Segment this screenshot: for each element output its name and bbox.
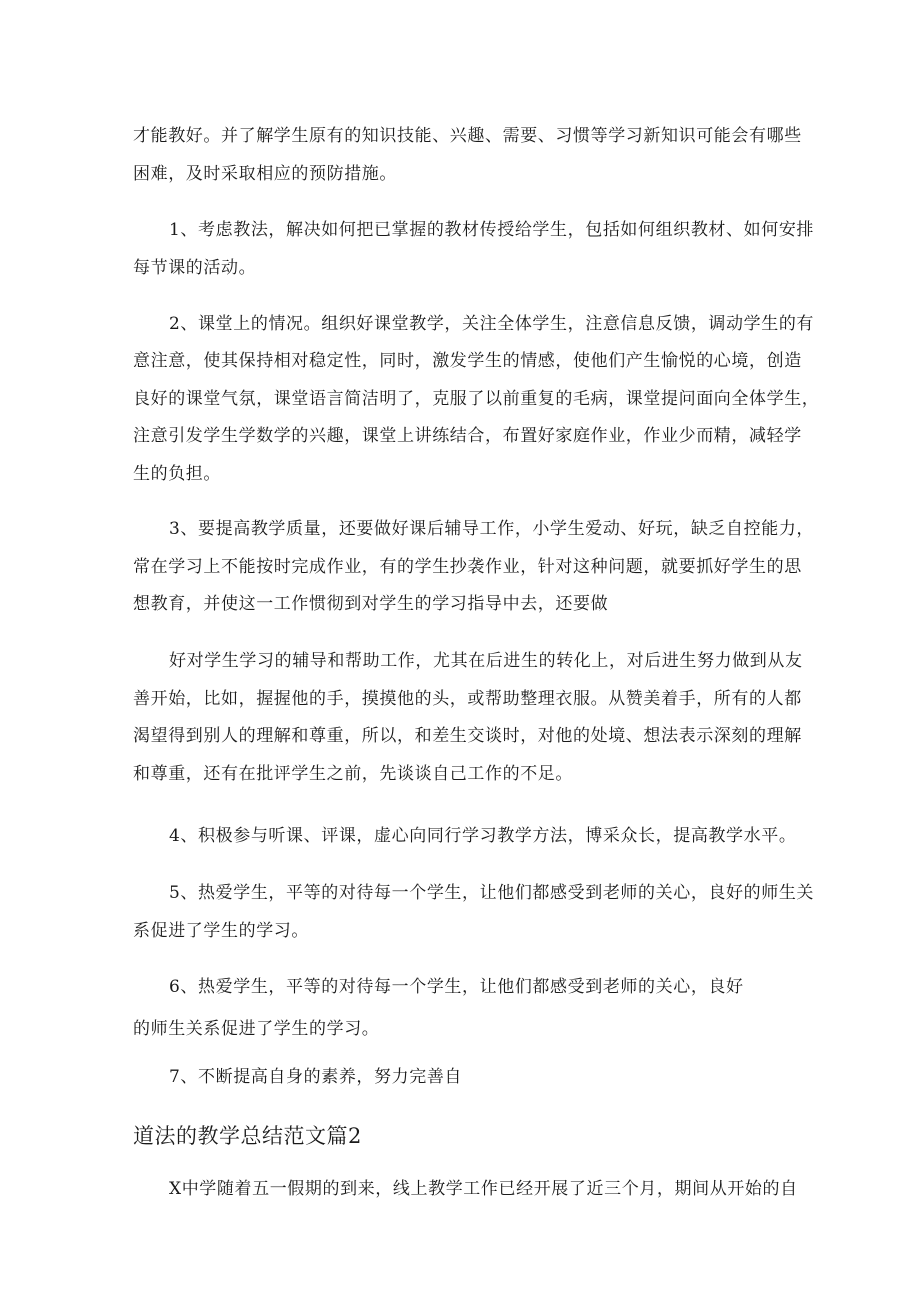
- text-line: 2、课堂上的情况。组织好课堂教学，关注全体学生，注意信息反馈，调动学生的有: [169, 314, 815, 334]
- text-line: 4、积极参与听课、评课，虚心向同行学习教学方法，博采众长，提高教学水平。: [169, 826, 797, 846]
- text-line: 想教育，并使这一工作惯彻到对学生的学习指导中去，还要做: [133, 594, 609, 614]
- text-line: 6、热爱学生，平等的对待每一个学生，让他们都感受到老师的关心，良好: [169, 977, 744, 997]
- text-line: X中学随着五一假期的到来，线上教学工作已经开展了近三个月，期间从开始的自: [169, 1179, 798, 1199]
- text-line: 5、热爱学生，平等的对待每一个学生，让他们都感受到老师的关心，良好的师生关: [169, 883, 815, 903]
- text-line: 困难，及时采取相应的预防措施。: [133, 164, 397, 184]
- text-line: 善开始，比如，握握他的手，摸摸他的头，或帮助整理衣服。从赞美着手，所有的人都: [133, 689, 802, 709]
- text-line: 系促进了学生的学习。: [133, 921, 309, 941]
- text-line: 1、考虑教法，解决如何把已掌握的教材传授给学生，包括如何组织教材、如何安排: [169, 220, 815, 240]
- text-line: 和尊重，还有在批评学生之前，先谈谈自己工作的不足。: [133, 764, 573, 784]
- text-line: 渴望得到别人的理解和尊重，所以，和差生交谈时，对他的处境、想法表示深刻的理解: [133, 726, 802, 746]
- text-line: 意注意，使其保持相对稳定性，同时，激发学生的情感，使他们产生愉悦的心境，创造: [133, 351, 802, 371]
- text-line: 良好的课堂气氛，课堂语言简洁明了，克服了以前重复的毛病，课堂提问面向全体学生，: [133, 389, 820, 409]
- text-line: 每节课的活动。: [133, 258, 257, 278]
- text-line: 常在学习上不能按时完成作业，有的学生抄袭作业，针对这种问题，就要抓好学生的思: [133, 557, 802, 577]
- text-line: 才能教好。并了解学生原有的知识技能、兴趣、需要、习惯等学习新知识可能会有哪些: [133, 126, 802, 146]
- text-line: 7、不断提高自身的素养，努力完善自: [169, 1067, 463, 1087]
- text-line: 3、要提高教学质量，还要做好课后辅导工作，小学生爱动、好玩，缺乏自控能力，: [169, 519, 815, 539]
- text-line: 生的负担。: [133, 464, 221, 484]
- text-line: 的师生关系促进了学生的学习。: [133, 1019, 380, 1039]
- section-heading: 道法的教学总结范文篇2: [133, 1124, 362, 1148]
- text-line: 注意引发学生学数学的兴趣，课堂上讲练结合，布置好家庭作业，作业少而精，减轻学: [133, 426, 802, 446]
- text-line: 好对学生学习的辅导和帮助工作，尤其在后进生的转化上，对后进生努力做到从友: [169, 651, 803, 671]
